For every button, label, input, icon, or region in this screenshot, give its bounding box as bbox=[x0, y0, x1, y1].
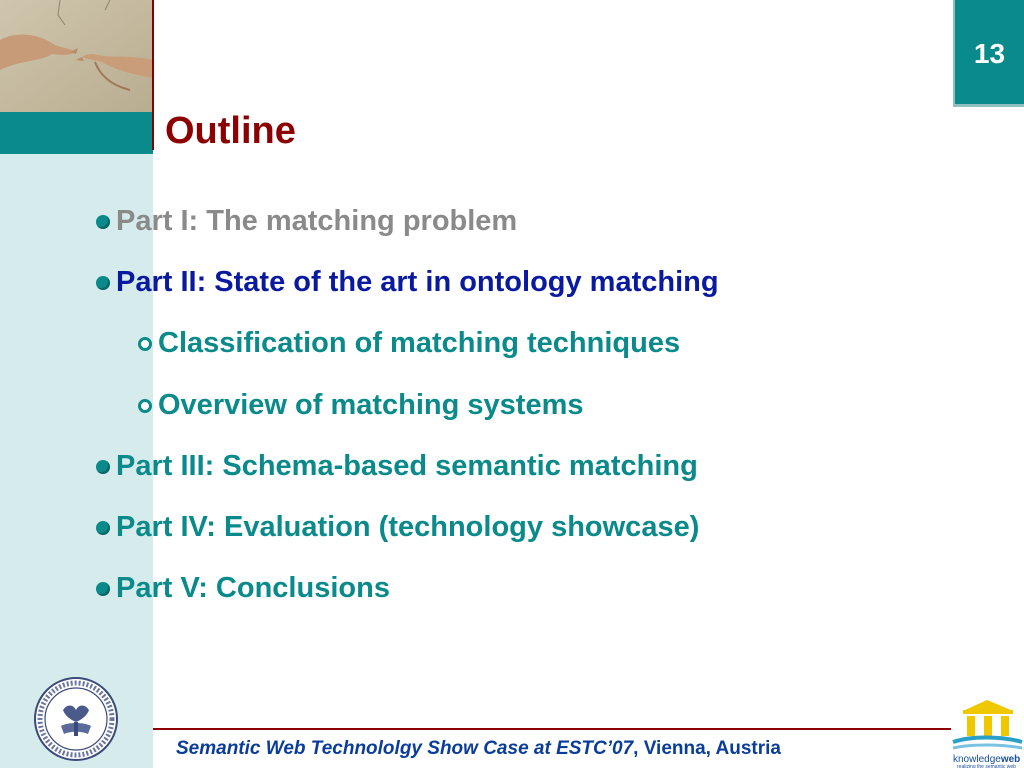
outline-item-text: Part V: Conclusions bbox=[116, 572, 390, 604]
footer-divider-line bbox=[153, 728, 953, 730]
outline-item bbox=[96, 450, 698, 483]
footer-location: , Vienna, Austria bbox=[633, 738, 781, 759]
outline-item-text: Part II: State of the art in ontology matching bbox=[116, 266, 719, 298]
knowledgeweb-logo bbox=[951, 698, 1024, 768]
bullet-icon bbox=[96, 215, 110, 229]
outline-item-text: Part III: Schema-based semantic matching bbox=[116, 450, 698, 482]
outline-item-text: Overview of matching systems bbox=[158, 389, 584, 421]
outline-item-text: Part IV: Evaluation (technology showcase) bbox=[116, 511, 700, 543]
page-number-box bbox=[953, 0, 1024, 107]
outline-item-text: Part I: The matching problem bbox=[116, 205, 518, 237]
page-number: 13 bbox=[973, 38, 1006, 69]
sub-bullet-icon bbox=[138, 337, 152, 351]
footer-caption bbox=[176, 738, 781, 760]
outline-item bbox=[96, 511, 699, 544]
sub-bullet-icon bbox=[138, 399, 152, 413]
outline-item bbox=[96, 205, 517, 238]
logo-text-web: web bbox=[1000, 754, 1021, 765]
bullet-icon bbox=[96, 460, 110, 474]
outline-subitem bbox=[138, 327, 680, 360]
knowledgeweb-tagline: realizing the semantic web bbox=[957, 764, 1016, 768]
bullet-icon bbox=[96, 521, 110, 535]
university-seal-logo bbox=[33, 676, 119, 762]
outline-item bbox=[96, 266, 719, 299]
logo-text-knowledge: knowledge bbox=[953, 754, 1001, 765]
outline-item bbox=[96, 572, 390, 605]
bullet-icon bbox=[96, 582, 110, 596]
slide-title: Outline bbox=[165, 110, 296, 152]
outline-subitem bbox=[138, 389, 584, 422]
footer-event-name: Semantic Web Technololgy Show Case at ESTC’07 bbox=[176, 738, 634, 759]
header-accent-bar bbox=[0, 112, 153, 154]
creation-of-adam-hands-image bbox=[0, 0, 153, 112]
vertical-divider-line bbox=[152, 0, 154, 150]
outline-item-text: Classification of matching techniques bbox=[158, 327, 681, 359]
bullet-icon bbox=[96, 276, 110, 290]
